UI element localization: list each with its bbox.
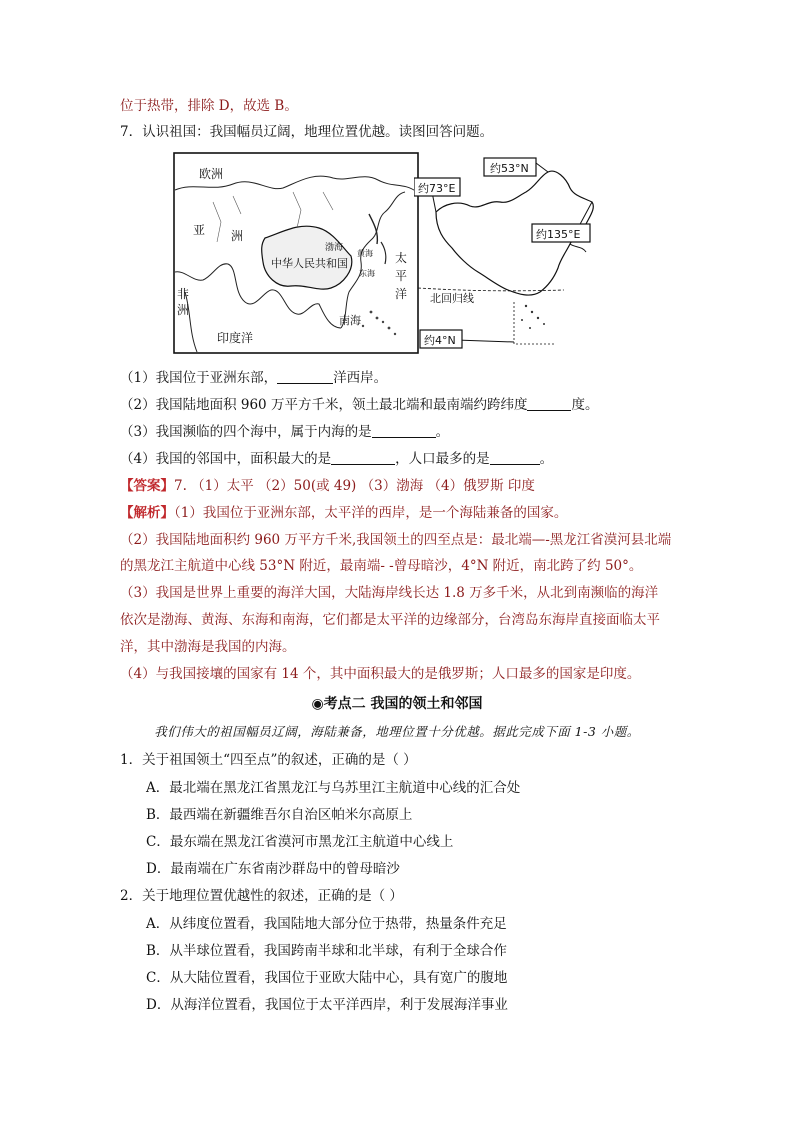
- label-bohai: 渤海: [325, 243, 344, 253]
- analysis-line-3a: （3）我国是世界上重要的海洋大国，大陆海岸线长达 1.8 万多千米，从北到南濒临的海洋: [120, 585, 659, 601]
- question-2-option-d[interactable]: D．从海洋位置看，我国位于太平洋西岸，利于发展海洋事业: [146, 997, 508, 1013]
- q7-sub2-blank[interactable]: [527, 396, 571, 411]
- q7-sub4-blank-1[interactable]: [331, 450, 395, 465]
- label-pacific-2: 平: [395, 269, 408, 283]
- answer-line: [120, 476, 535, 496]
- analysis-line-2b: 的黑龙江主航道中心线 53°N 附近，最南端- -曾母暗沙，4°N 附近，南北跨了约 50°。: [120, 558, 643, 574]
- answer-text: 7. （1）太平 （2）50(或 49) （3）渤海 （4）俄罗斯 印度: [174, 478, 535, 494]
- question-1-option-c[interactable]: C．最东端在黑龙江省漠河市黑龙江主航道中心线上: [146, 834, 454, 850]
- question-1-option-b[interactable]: B．最西端在新疆维吾尔自治区帕米尔高原上: [146, 807, 413, 823]
- continuation-line: 位于热带，排除 D，故选 B。: [120, 98, 298, 114]
- label-africa-1: 非: [177, 287, 190, 301]
- question-7-title: 7．认识祖国：我国幅员辽阔，地理位置优越。读图回答问题。: [120, 124, 494, 140]
- section-heading: ◉考点二 我国的领土和邻国: [311, 696, 483, 712]
- label-huanghai: 黄海: [357, 249, 373, 258]
- analysis-label: 【解析】: [120, 505, 174, 521]
- q7-sub2-suffix: 度。: [571, 397, 599, 413]
- label-europe: 欧洲: [199, 167, 224, 181]
- question-2-option-b[interactable]: B．从半球位置看，我国跨南半球和北半球，有利于全球合作: [146, 943, 507, 959]
- tropic-label: 北回归线: [430, 292, 474, 305]
- label-pacific-3: 洋: [395, 287, 408, 301]
- q7-sub3-blank[interactable]: [372, 423, 436, 438]
- section-intro: 我们伟大的祖国幅员辽阔，海陆兼备，地理位置十分优越。据此完成下面 1-3 小题。: [154, 724, 640, 739]
- label-nanhai: 南海: [339, 314, 361, 327]
- label-donghai: 东海: [359, 269, 375, 278]
- q7-sub1-blank[interactable]: [277, 369, 333, 384]
- north-extreme-label: 约53°N: [490, 162, 529, 175]
- q7-sub3: [120, 422, 449, 442]
- label-asia-1: 亚: [193, 223, 206, 237]
- q7-sub1: [120, 368, 387, 388]
- analysis-line-3b: 依次是渤海、黄海、东海和南海，它们都是太平洋的边缘部分，台湾岛东海岸直接面临太平: [120, 612, 660, 628]
- q7-sub2: [120, 395, 598, 415]
- q7-sub4: [120, 449, 553, 469]
- south-extreme-label: 约4°N: [424, 334, 456, 347]
- analysis-line-3c: 洋，其中渤海是我国的内海。: [120, 639, 296, 655]
- q7-sub2-text: （2）我国陆地面积 960 万平方千米，领土最北端和最南端约跨纬度: [120, 397, 528, 413]
- analysis-1-text: （1）我国位于亚洲东部，太平洋的西岸，是一个海陆兼备的国家。: [174, 505, 568, 521]
- question-2-option-c[interactable]: C．从大陆位置看，我国位于亚欧大陆中心，具有宽广的腹地: [146, 970, 508, 986]
- q7-sub1-suffix: 洋西岸。: [333, 370, 388, 386]
- question-1-option-d[interactable]: D．最南端在广东省南沙群岛中的曾母暗沙: [146, 861, 400, 877]
- q7-sub3-suffix: 。: [435, 424, 450, 440]
- analysis-line-1: [120, 503, 567, 523]
- label-pacific-1: 太: [395, 251, 408, 265]
- question-2-option-a[interactable]: A．从纬度位置看，我国陆地大部分位于热带，热量条件充足: [146, 916, 507, 932]
- q7-sub1-text: （1）我国位于亚洲东部，: [120, 370, 278, 386]
- question-1-option-a[interactable]: A．最北端在黑龙江省黑龙江与乌苏里江主航道中心线的汇合处: [146, 780, 521, 796]
- answer-label: 【答案】: [120, 478, 174, 494]
- west-extreme-label: 约73°E: [418, 182, 456, 195]
- label-china: 中华人民共和国: [271, 257, 348, 270]
- q7-sub4-suffix: 。: [539, 451, 554, 467]
- china-outline-map: [414, 152, 620, 354]
- q7-sub4-text: （4）我国的邻国中，面积最大的是: [120, 451, 332, 467]
- label-africa-2: 洲: [177, 303, 190, 317]
- q7-sub4-middle: ，人口最多的是: [395, 451, 490, 467]
- asia-map: [173, 152, 419, 354]
- label-indian-ocean: 印度洋: [217, 331, 254, 345]
- q7-sub4-blank-2[interactable]: [490, 450, 540, 465]
- analysis-line-2a: （2）我国陆地面积约 960 万平方千米,我国领土的四至点是：最北端—-黑龙江省漠河县北端: [120, 532, 672, 548]
- q7-sub3-text: （3）我国濒临的四个海中，属于内海的是: [120, 424, 372, 440]
- question-1-stem: 1．关于祖国领土“四至点”的叙述，正确的是（ ）: [120, 752, 417, 768]
- east-extreme-label: 约135°E: [536, 228, 581, 241]
- analysis-line-4: （4）与我国接壤的国家有 14 个，其中面积最大的是俄罗斯；人口最多的国家是印度。: [120, 666, 641, 682]
- question-2-stem: 2．关于地理位置优越性的叙述，正确的是（ ）: [120, 888, 403, 904]
- label-asia-2: 洲: [231, 229, 244, 243]
